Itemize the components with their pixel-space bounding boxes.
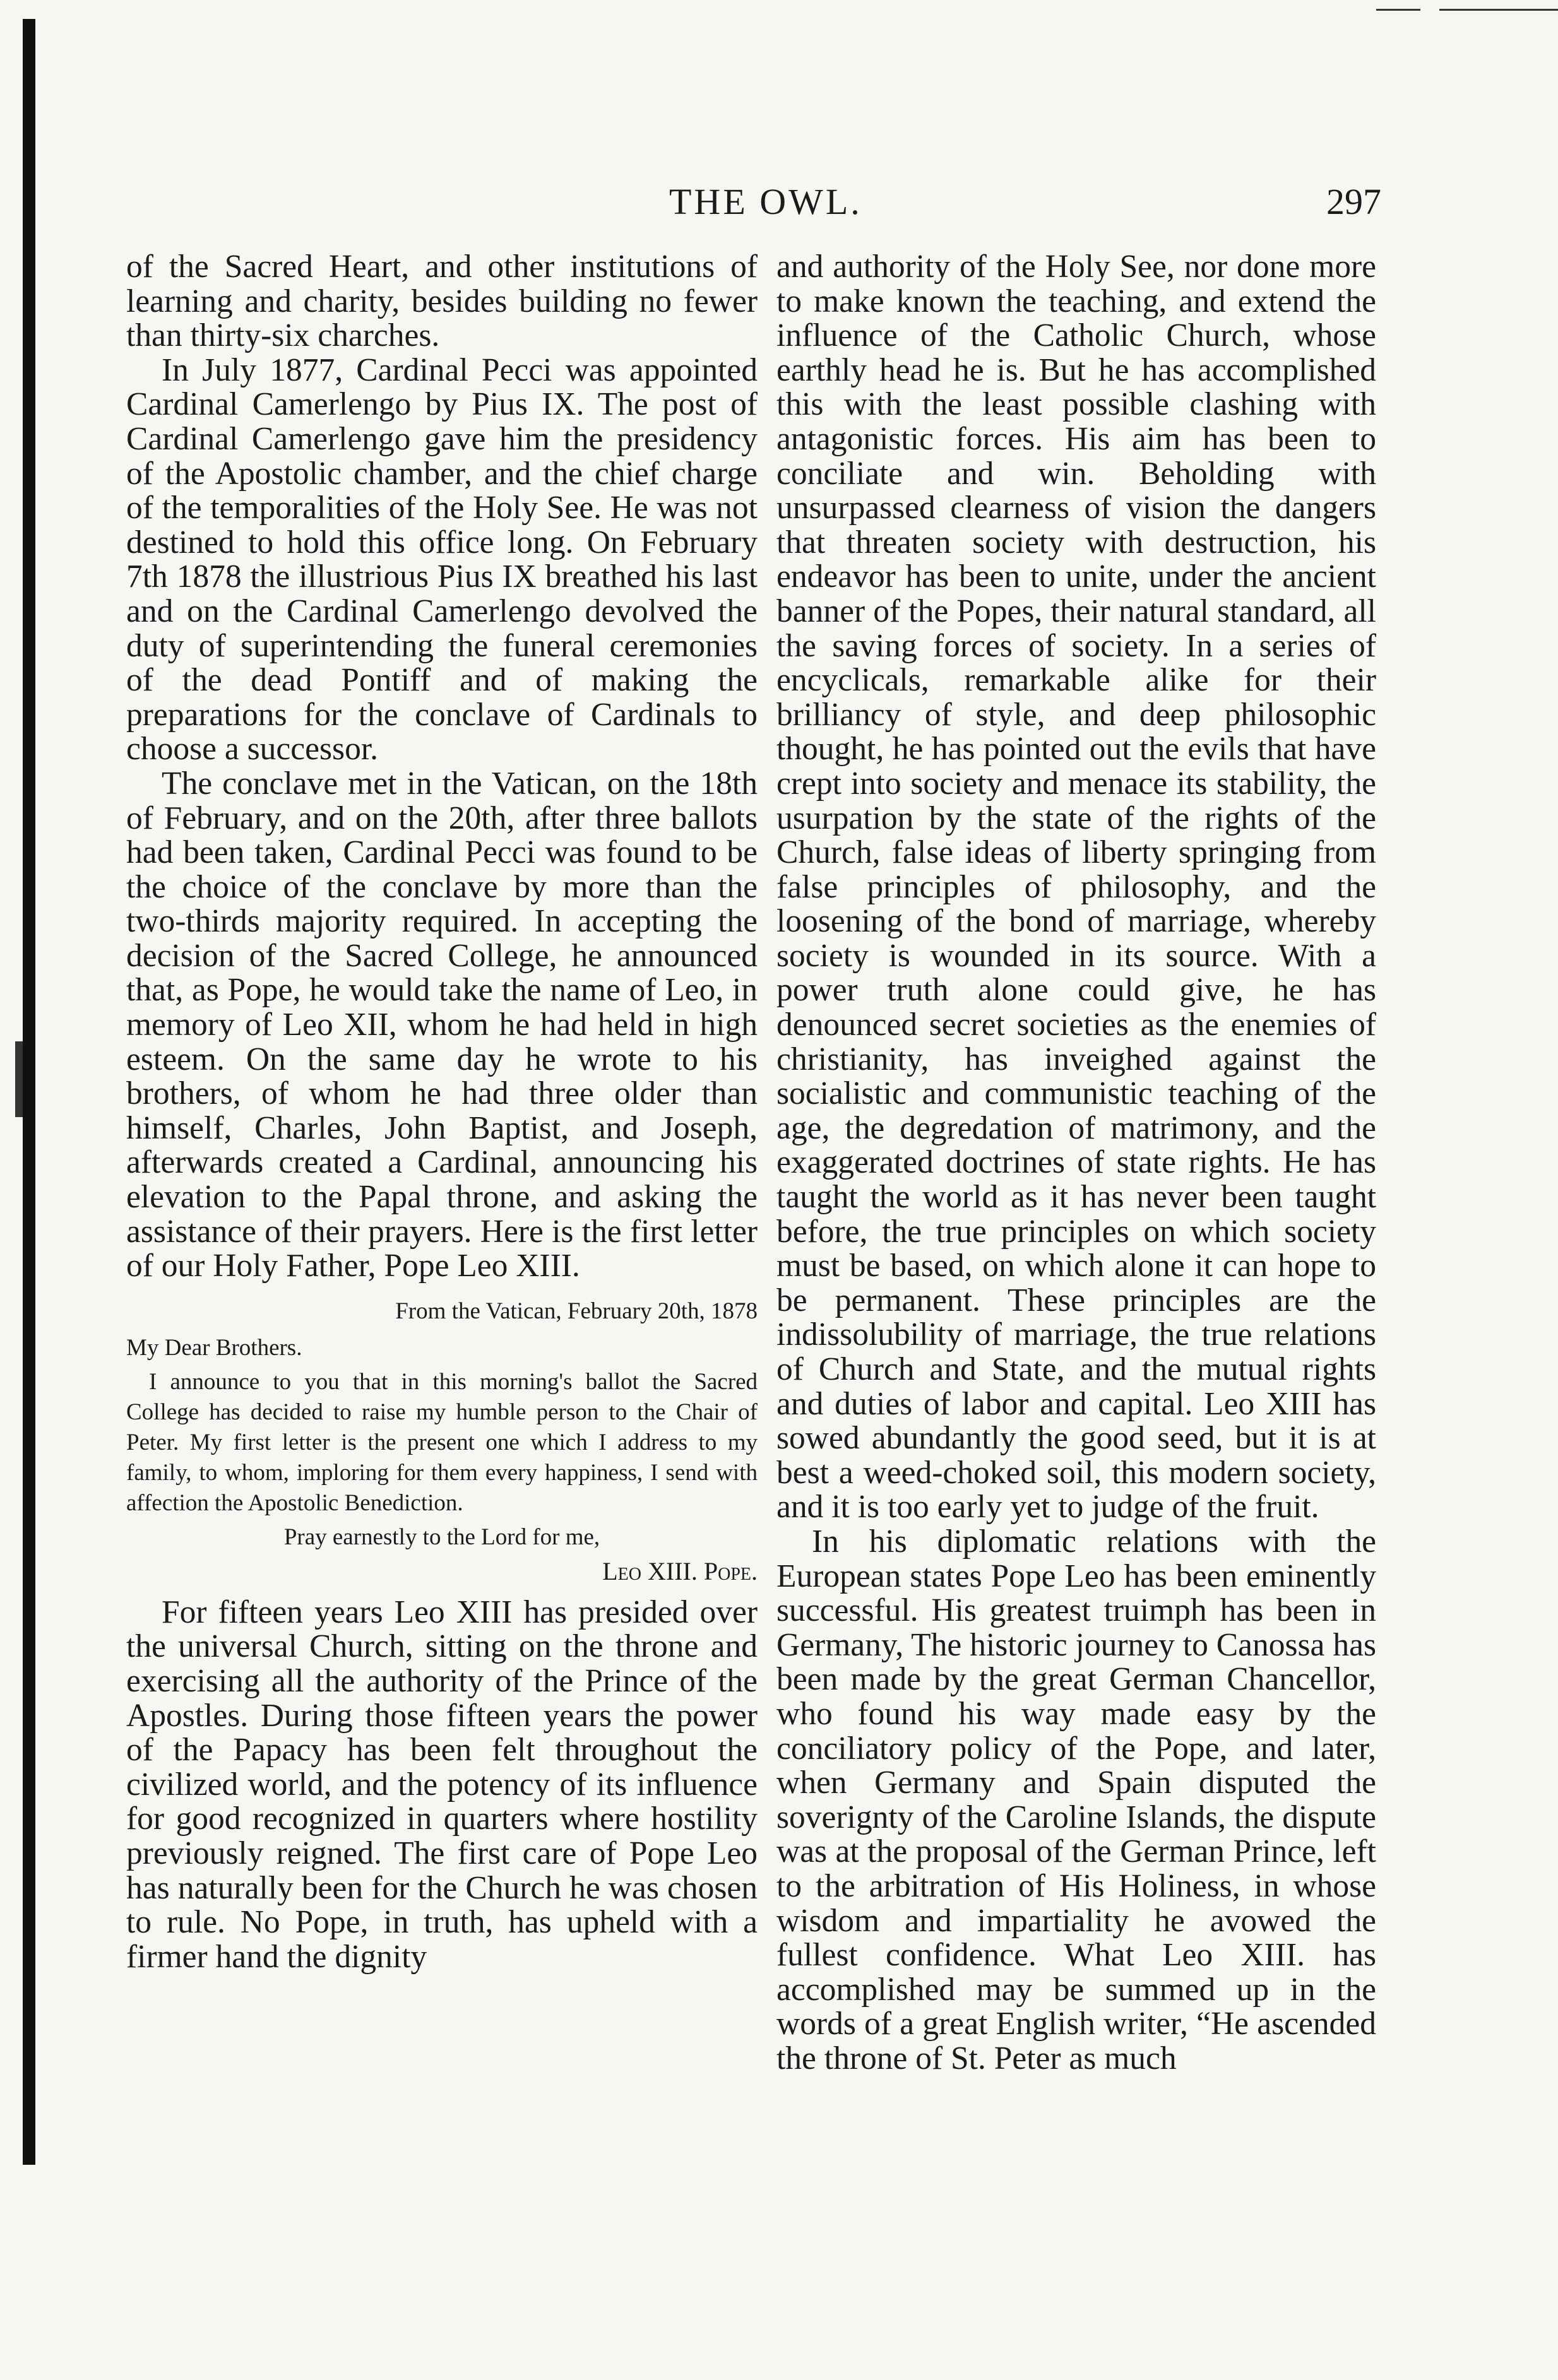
journal-title: THE OWL. xyxy=(669,181,862,222)
letter-salutation: My Dear Brothers. xyxy=(126,1334,302,1361)
top-rule-short xyxy=(1376,9,1420,11)
letter-closing: Pray earnestly to the Lord for me, xyxy=(283,1524,600,1550)
paragraph: In July 1877, Cardinal Pecci was appointed Cardinal Camerlengo by Pius IX. The post of Cardinal Camerlengo gave him the presidency of the Apostolic chamber, and the chief charge of the temporalities of the Holy See. He was not destined to hold this office long. On February 7th 1878 the illustrious Pius IX breathed his last and on the Cardinal Camerlengo devolved the duty of superintending the funeral ceremonies of the dead Pontiff and of making the preparations for the conclave of Cardinals to choose a successor. xyxy=(126,352,758,767)
paragraph: and authority of the Holy See, nor done more to make known the teaching, and extend the influence of the Catholic Church, whose earthly head he is. But he has accomplished this with the least possible clashing with antagonistic forces. His aim has been to conciliate and win. Beholding with unsurpassed clearness of vision the dangers that threaten society with destruction, his endeavor has been to unite, under the ancient banner of the Popes, their natural standard, all the saving forces of society. In a series of encyclicals, remarkable alike for their brilliancy of style, and deep philosophic thought, he has pointed out the evils that have crept into society and menace its stability, the usurpation by the state of the rights of the Church, false ideas of liberty springing from false principles of philosophy, and the loosening of the bond of marriage, whereby society is wounded in its source. With a power truth alone could give, he has denounced secret societies as the enemies of christianity, has inveighed against the socialistic and communistic teaching of the age, the degredation of matrimony, and the exaggerated doctrines of state rights. He has taught the world as it has never been taught before, the true principles on which society must be based, on which alone it can hope to be permanent. These principles are the indissolubility of marriage, the true relations of Church and State, and the mutual rights and duties of labor and capital. Leo XIII has sowed abundantly the good seed, but it is at best a weed-choked soil, this modern society, and it is too early yet to judge of the fruit. xyxy=(776,249,1376,1525)
quoted-letter xyxy=(126,1296,758,1587)
letter-dateline: From the Vatican, February 20th, 1878 xyxy=(395,1298,758,1324)
paragraph: In his diplomatic relations with the European states Pope Leo has been eminently successful. His greatest truimph has been in Germany, The historic journey to Canossa has been made by the great German Chancellor, who found his way made easy by the conciliatory policy of the Pope, and later, when Germany and Spain disputed the soverignty of the Caroline Islands, the dispute was at the proposal of the German Prince, left to the arbitration of His Holiness, in whose wisdom and impartiality he avowed the fullest confidence. What Leo XIII. has accomplished may be summed up in the words of a great English writer, “He ascended the throne of St. Peter as much xyxy=(776,1523,1376,2076)
paragraph: of the Sacred Heart, and other institutions of learning and charity, besides building no fewer than thirty-six charches. xyxy=(126,249,758,354)
top-rule-long xyxy=(1439,9,1558,11)
running-header xyxy=(0,177,1558,234)
letter-body: I announce to you that in this morning's ballot the Sacred College has decided to raise my humble person to the Chair of Peter. My first letter is the present one which I address to my family, to whom, imploring for them every happiness, I send with affection the Apostolic Benediction. xyxy=(126,1368,758,1516)
paragraph: The conclave met in the Vatican, on the 18th of February, and on the 20th, after three ballots had been taken, Cardinal Pecci was found to be the choice of the conclave by more than the two-thirds majority required. In accepting the decision of the Sacred College, he announced that, as Pope, he would take the name of Leo, in memory of Leo XII, whom he had held in high esteem. On the same day he wrote to his brothers, of whom he had three older than himself, Charles, John Baptist, and Joseph, afterwards created a Cardinal, announcing his elevation to the Papal throne, and asking the assistance of their prayers. Here is the first letter of our Holy Father, Pope Leo XIII. xyxy=(126,765,758,1284)
scan-edge-mark xyxy=(15,1041,23,1117)
paragraph: For fifteen years Leo XIII has presided over the universal Church, sitting on the throne and exercising all the authority of the Prince of the Apostles. During those fifteen years the power of the Papacy has been felt throughout the civilized world, and the potency of its influence for good recognized in quarters where hostility previously reigned. The first care of Pope Leo has naturally been for the Church he was chosen to rule. No Pope, in truth, has upheld with a firmer hand the dignity xyxy=(126,1594,758,1975)
right-column xyxy=(776,250,1376,2076)
scan-edge-shadow xyxy=(23,19,35,2165)
page-number: 297 xyxy=(1326,181,1381,222)
left-column xyxy=(126,250,758,1974)
letter-signature: Leo XIII. Pope. xyxy=(602,1556,758,1585)
